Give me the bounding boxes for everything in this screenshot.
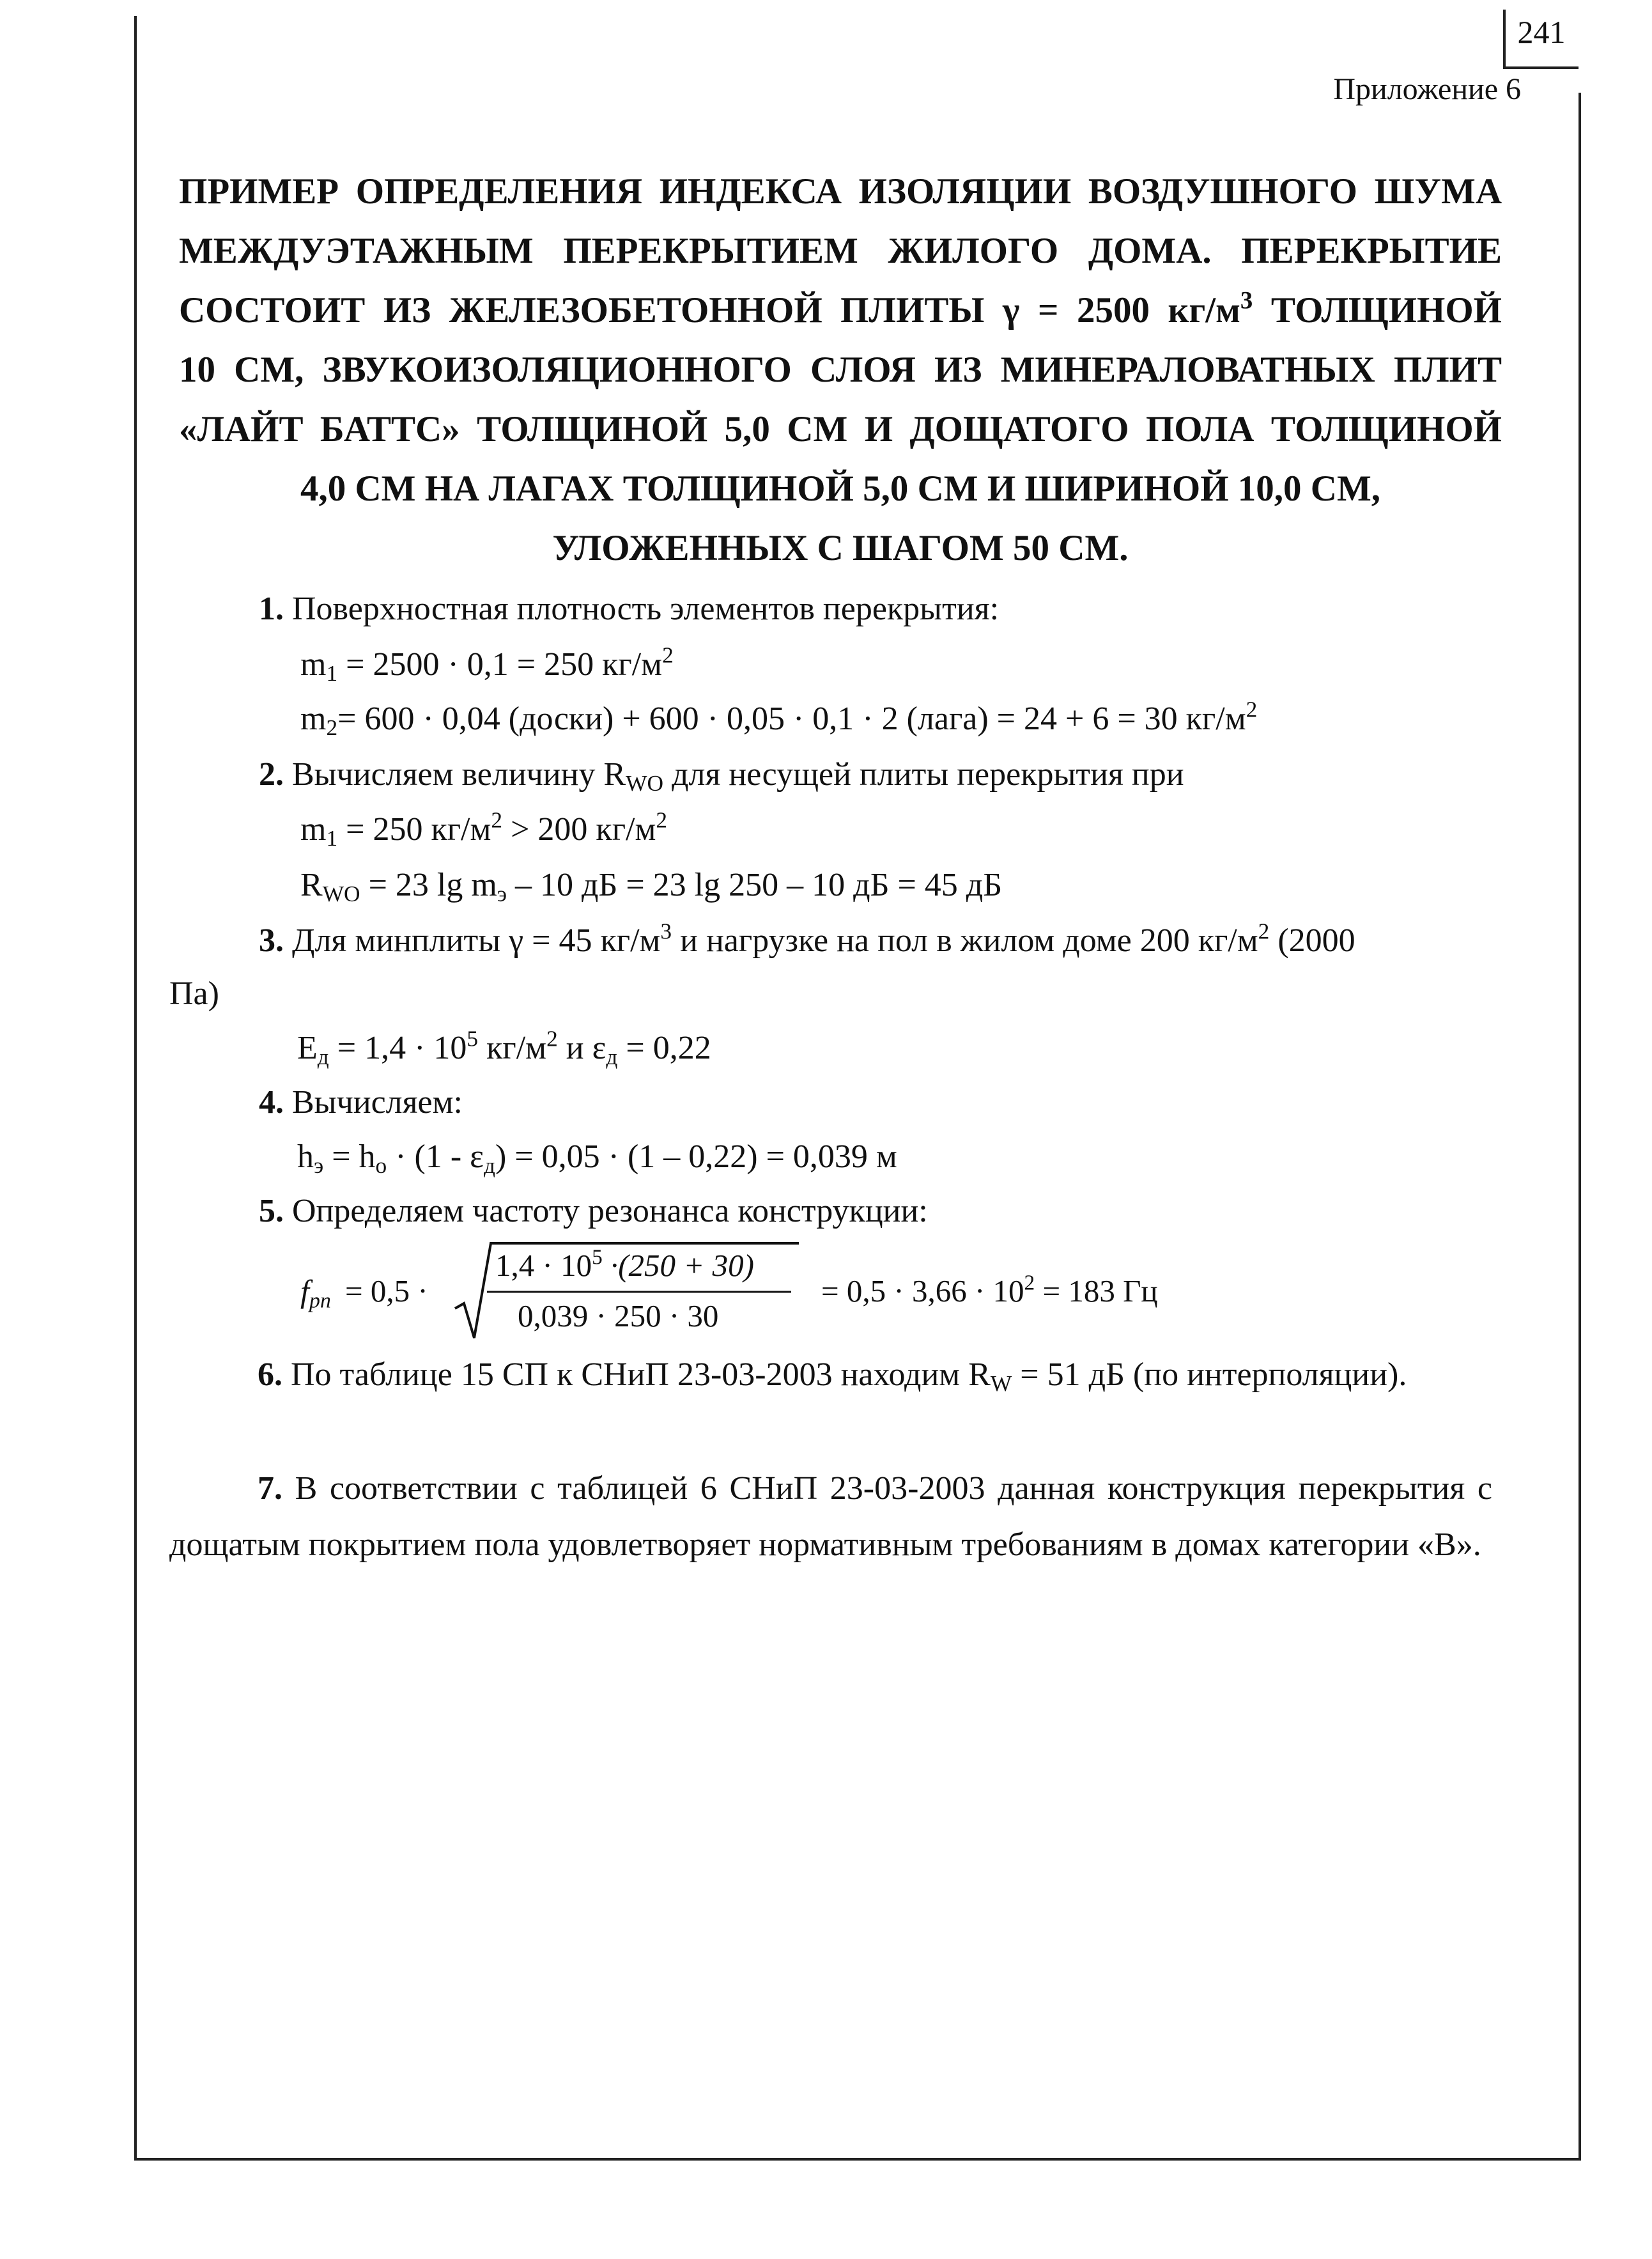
num-b: ·(250 + 30): [602, 1248, 754, 1283]
result-sup: 2: [1024, 1271, 1035, 1295]
title-line-4: 10 СМ, ЗВУКОИЗОЛЯЦИОННОГО СЛОЯ ИЗ МИНЕРАЛОВАТНЫХ ПЛИТ: [179, 350, 1502, 390]
step-3-text-c: (2000: [1269, 922, 1355, 959]
e-c: и ε: [557, 1030, 606, 1066]
num-a: 1,4 · 10: [495, 1248, 592, 1283]
title-line-2: МЕЖДУЭТАЖНЫМ ПЕРЕКРЫТИЕМ ЖИЛОГО ДОМА. ПЕРЕКРЫТИЕ: [179, 231, 1502, 271]
e-sup2: 2: [546, 1025, 558, 1052]
step-3-sup-a: 3: [660, 918, 672, 944]
step-6-number: 6.: [258, 1356, 282, 1393]
h-b: · (1 - ε: [387, 1138, 484, 1175]
e-a: = 1,4 · 10: [328, 1030, 467, 1066]
page-frame-left: [134, 16, 137, 2161]
title-line-5: «ЛАЙТ БАТТС» ТОЛЩИНОЙ 5,0 СМ И ДОЩАТОГО ПОЛА ТОЛЩИНОЙ: [179, 409, 1502, 449]
f-var: f: [300, 1273, 309, 1309]
step-3-sup-b: 2: [1258, 918, 1270, 944]
cond-sup-a: 2: [491, 807, 503, 833]
formula-f-eq: = 0,5 ·: [345, 1273, 428, 1308]
m1-sup: 2: [662, 642, 674, 668]
rwo-a: = 23 lg m: [360, 867, 497, 903]
title-line-6: 4,0 СМ НА ЛАГАХ ТОЛЩИНОЙ 5,0 СМ И ШИРИНОЙ 10,0 СМ,: [300, 469, 1381, 509]
step-3-text-b: и нагрузке на пол в жилом доме 200 кг/м: [672, 922, 1258, 959]
step-7-number: 7.: [258, 1470, 282, 1507]
title-line-3-end: ТОЛЩИНОЙ: [1253, 290, 1502, 330]
step-2-text-b: для несущей плиты перекрытия при: [663, 756, 1184, 793]
fraction-numerator: [495, 1246, 754, 1285]
step-2-heading: [259, 752, 1184, 797]
e-sub2: д: [606, 1043, 618, 1069]
m2-expr: = 600 · 0,04 (доски) + 600 · 0,05 · 0,1 · 2 (лага) = 24 + 6 = 30 кг/м: [337, 701, 1246, 737]
step-1-formula-m1: [300, 642, 674, 687]
h-sub: э: [314, 1152, 324, 1178]
step-3-number: 3.: [259, 922, 284, 959]
step-7-paragraph: [169, 1461, 1492, 1573]
e-b: кг/м: [478, 1030, 547, 1066]
m1-sub: 1: [326, 660, 338, 686]
cond-b: > 200 кг/м: [502, 811, 656, 848]
step-5-text: Определяем частоту резонанса конструкции:: [284, 1193, 928, 1229]
step-5-heading: [259, 1189, 928, 1234]
step-6-text-b: = 51 дБ (по интерполяции).: [1012, 1356, 1407, 1393]
title-line-3-text: СОСТОИТ ИЗ ЖЕЛЕЗОБЕТОННОЙ ПЛИТЫ γ = 2500 кг/м: [179, 290, 1240, 330]
step-5-number: 5.: [259, 1193, 284, 1229]
e-d: = 0,22: [617, 1030, 711, 1066]
result-b: = 183 Гц: [1035, 1273, 1158, 1308]
step-4-text: Вычисляем:: [284, 1084, 463, 1121]
num-sup: 5: [592, 1245, 603, 1269]
fraction-denominator: 0,039 · 250 · 30: [518, 1298, 719, 1333]
step-1-text: Поверхностная плотность элементов перекрытия:: [284, 591, 1000, 627]
h-var: h: [297, 1138, 314, 1175]
e-sup: 5: [467, 1025, 479, 1052]
step-2-sub: WO: [626, 770, 664, 796]
step-2-condition: [300, 807, 667, 852]
m2-sup: 2: [1246, 696, 1258, 722]
step-1-number: 1.: [259, 591, 284, 627]
h-sub2: o: [375, 1152, 387, 1178]
step-7-text: В соответствии с таблицей 6 СНиП 23-03-2003 данная конструкция перекрытия с дощатым покрытием пола удовлетворяет нормативным требованиям в домах категории «В».: [169, 1470, 1492, 1563]
title-line-3: [179, 281, 1502, 340]
step-2-number: 2.: [259, 756, 284, 793]
m1-expr: = 2500 · 0,1 = 250 кг/м: [337, 646, 663, 683]
h-c: ) = 0,05 · (1 – 0,22) = 0,039 м: [495, 1138, 897, 1175]
e-sub: д: [317, 1043, 329, 1069]
h-a: = h: [323, 1138, 376, 1175]
formula-f-result: [821, 1269, 1158, 1314]
step-6-paragraph: [169, 1347, 1492, 1403]
step-4-number: 4.: [259, 1084, 284, 1121]
step-3-continuation: Па): [169, 975, 219, 1012]
formula-f-lhs: [300, 1272, 331, 1313]
step-1-formula-m2: [300, 697, 1257, 741]
rwo-b: – 10 дБ = 23 lg 250 – 10 дБ = 45 дБ: [507, 867, 1003, 903]
step-1-heading: [259, 587, 999, 632]
appendix-label: Приложение 6: [1333, 72, 1521, 106]
cond-sup-b: 2: [656, 807, 668, 833]
step-6-text-a: По таблице 15 СП к СНиП 23-03-2003 находим R: [282, 1356, 991, 1393]
rwo-sub: WO: [322, 880, 360, 906]
title-line-1: ПРИМЕР ОПРЕДЕЛЕНИЯ ИНДЕКСА ИЗОЛЯЦИИ ВОЗДУШНОГО ШУМА: [179, 171, 1502, 212]
rwo-var: R: [300, 867, 323, 903]
title-line-3-sup: 3: [1240, 286, 1253, 314]
step-6-sub: W: [990, 1370, 1012, 1396]
cond-var: m: [300, 811, 327, 848]
step-2-formula-rwo: [300, 863, 1002, 908]
step-2-text-a: Вычисляем величину R: [284, 756, 626, 793]
rwo-sub-b: э: [497, 880, 507, 906]
m1-var: m: [300, 646, 327, 683]
title-line-7: УЛОЖЕННЫХ С ШАГОМ 50 СМ.: [552, 528, 1129, 568]
f-sub: pn: [309, 1289, 331, 1313]
cond-a: = 250 кг/м: [337, 811, 491, 848]
step-4-heading: [259, 1080, 463, 1125]
page-frame-bottom: [134, 2158, 1581, 2161]
e-var: E: [297, 1030, 318, 1066]
cond-sub: 1: [326, 825, 338, 851]
m2-sub: 2: [326, 714, 338, 740]
page-number: 241: [1517, 14, 1566, 50]
step-3-formula-e: [297, 1026, 711, 1071]
step-3-heading: [259, 919, 1355, 963]
page-frame-right: [1579, 93, 1581, 2161]
h-sub3: д: [484, 1152, 495, 1178]
step-3-text-a: Для минплиты γ = 45 кг/м: [284, 922, 661, 959]
m2-var: m: [300, 701, 327, 737]
step-4-formula-h: [297, 1135, 897, 1179]
result-a: = 0,5 · 3,66 · 10: [821, 1273, 1024, 1308]
page-title: [179, 162, 1502, 578]
